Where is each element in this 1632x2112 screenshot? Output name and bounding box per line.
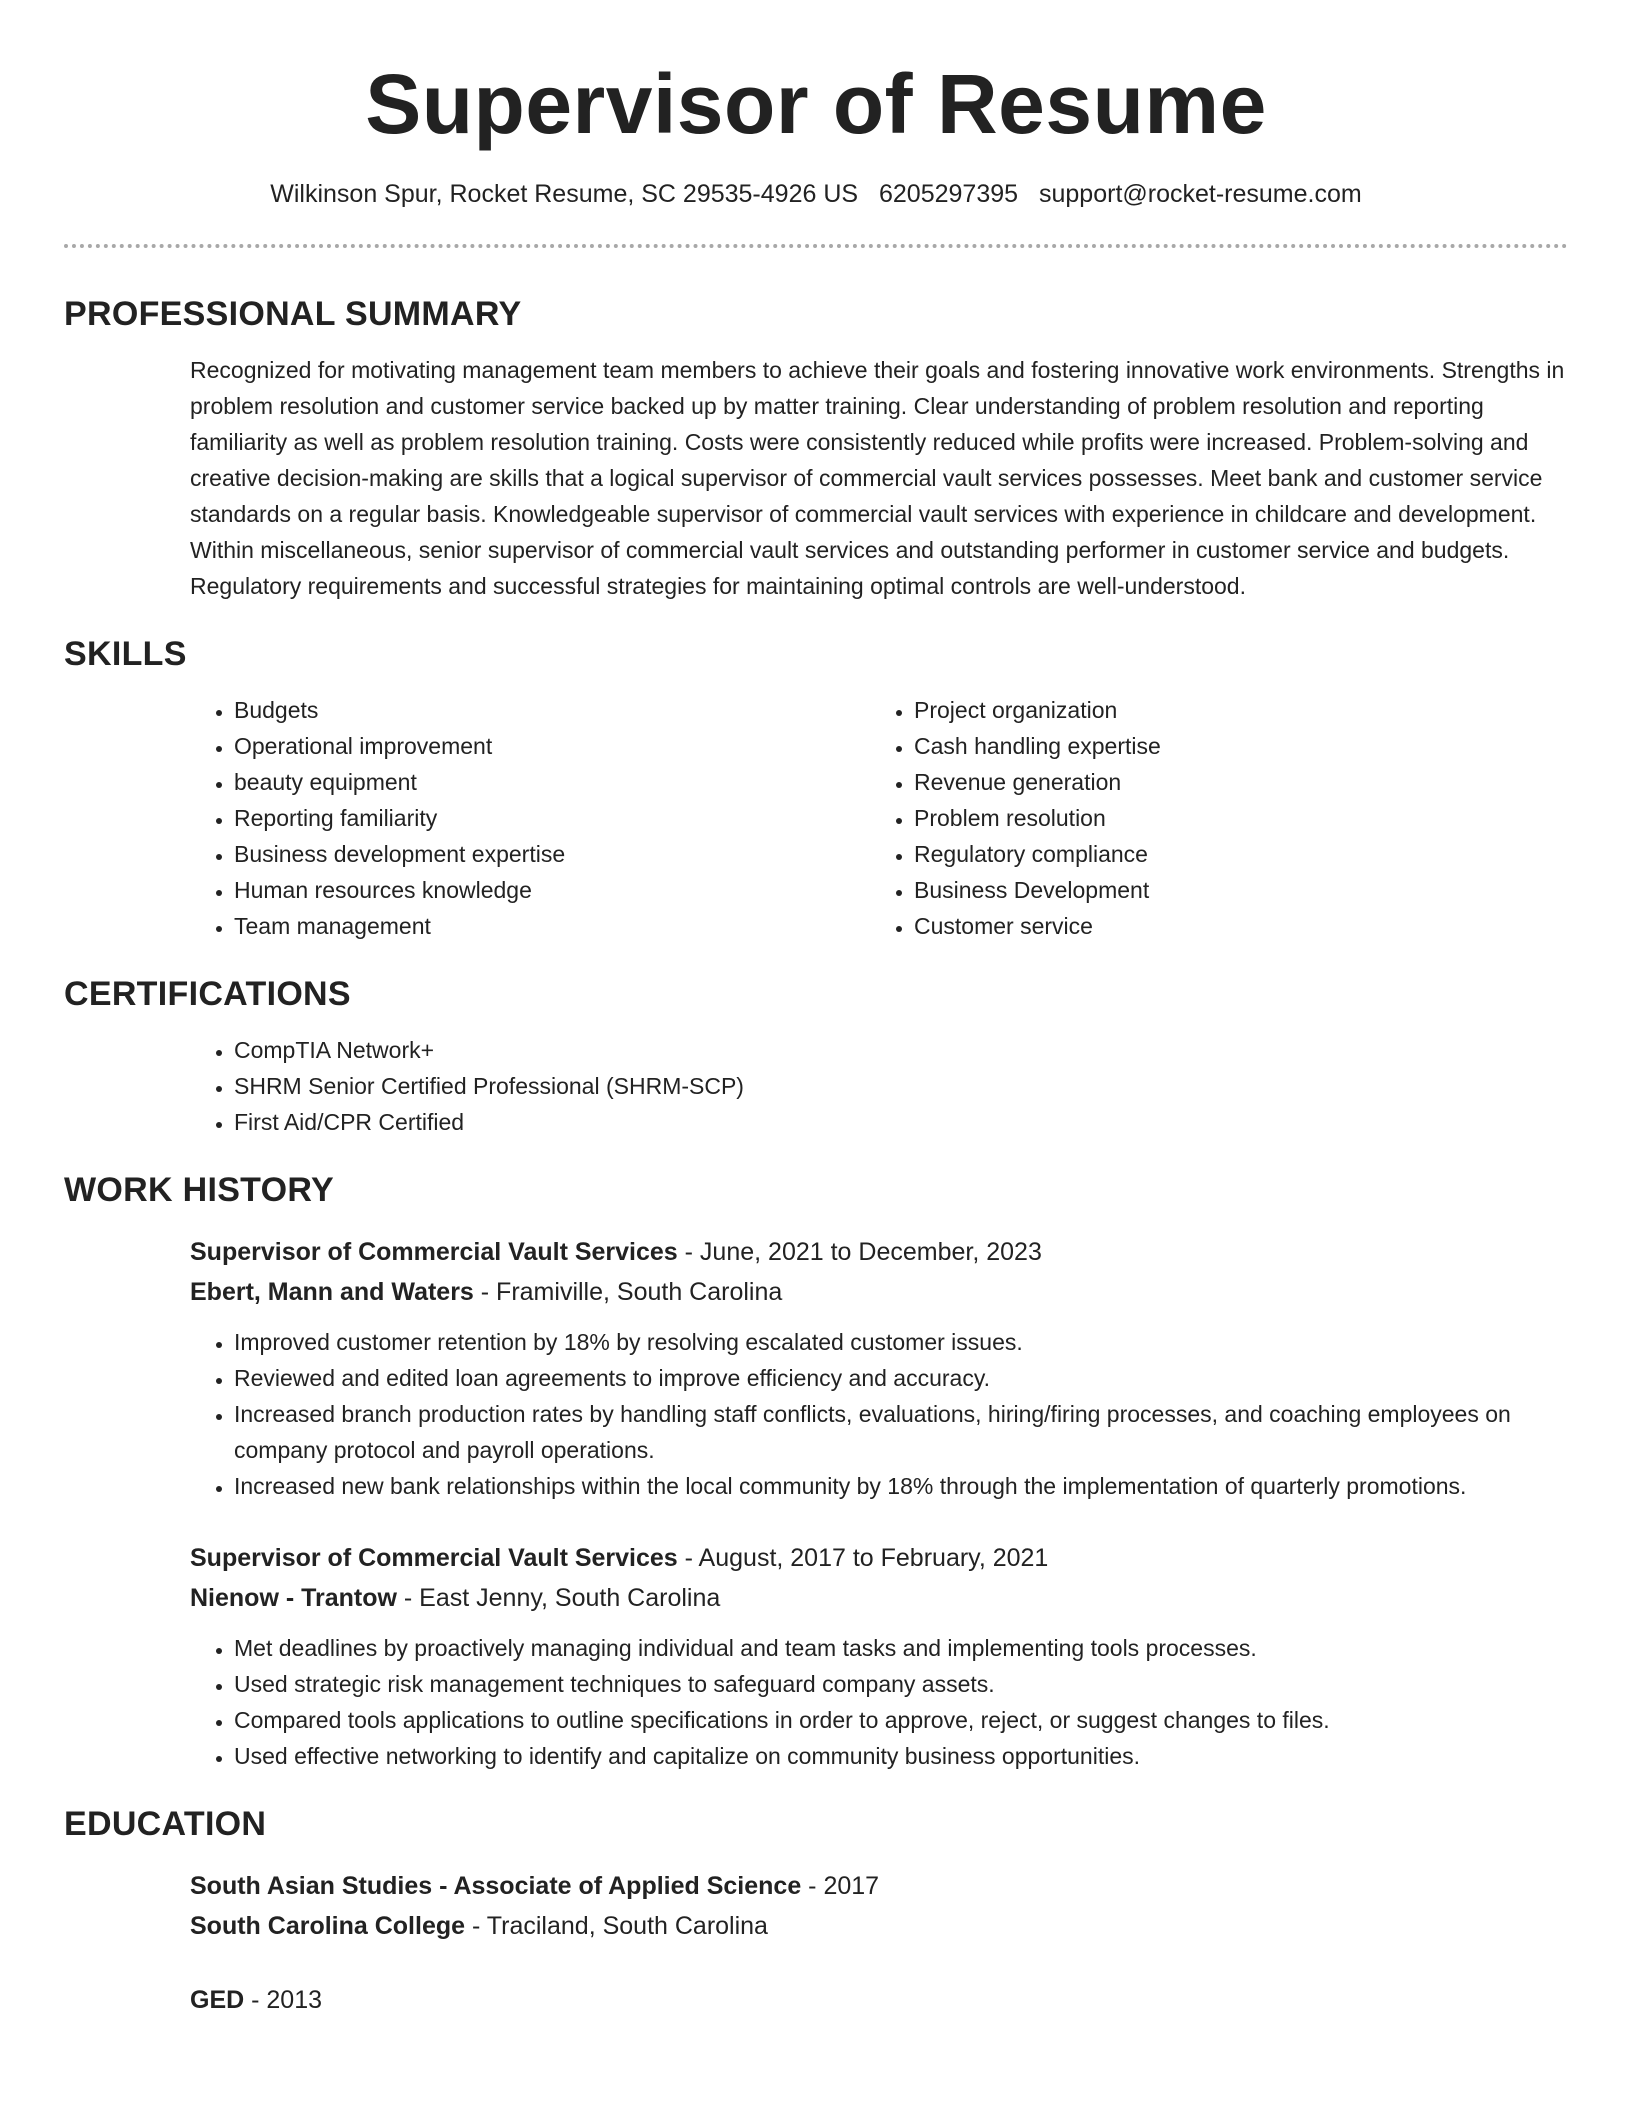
certification-item: • SHRM Senior Certified Professional (SHRM-SCP)	[234, 1068, 1568, 1104]
job-entry	[190, 1232, 1568, 1504]
job-bullet: • Increased new bank relationships within the local community by 18% through the implementation of quarterly promotions.	[234, 1468, 1568, 1504]
contact-phone: 6205297395	[879, 180, 1019, 208]
contact-email[interactable]: support@rocket-resume.com	[1039, 180, 1362, 208]
education-degree-line	[190, 1866, 1568, 1906]
education-year: - 2017	[801, 1872, 880, 1900]
job-bullets	[190, 1324, 1568, 1504]
skill-item: • Business development expertise	[234, 836, 870, 872]
job-location: - East Jenny, South Carolina	[396, 1584, 721, 1612]
skills-heading: SKILLS	[64, 635, 187, 673]
job-company-line	[190, 1578, 1568, 1618]
job-entry	[190, 1538, 1568, 1774]
skills-list-right	[870, 692, 1550, 944]
education-year: - 2013	[244, 1986, 323, 2014]
education-entry	[190, 1980, 1568, 2020]
certification-item: • First Aid/CPR Certified	[234, 1104, 1568, 1140]
job-company: Ebert, Mann and Waters	[190, 1278, 474, 1306]
contact-line	[64, 178, 1568, 210]
certification-item: • CompTIA Network+	[234, 1032, 1568, 1068]
job-dates: - June, 2021 to December, 2023	[677, 1238, 1042, 1266]
job-company: Nienow - Trantow	[190, 1584, 397, 1612]
job-bullet: • Used effective networking to identify and capitalize on community business opportunities.	[234, 1738, 1568, 1774]
job-dates: - August, 2017 to February, 2021	[677, 1544, 1049, 1572]
job-bullet: • Increased branch production rates by handling staff conflicts, evaluations, hiring/firing processes, and coaching employees on company protocol and payroll operations.	[234, 1396, 1568, 1468]
skills-list-left	[190, 692, 870, 944]
job-location: - Framiville, South Carolina	[473, 1278, 783, 1306]
job-role: Supervisor of Commercial Vault Services	[190, 1544, 678, 1572]
skill-item: • Human resources knowledge	[234, 872, 870, 908]
skill-item: • beauty equipment	[234, 764, 870, 800]
candidate-name: Supervisor of Resume	[365, 57, 1267, 151]
skill-item: • Budgets	[234, 692, 870, 728]
certifications-section	[190, 1032, 1568, 1140]
job-bullets	[190, 1630, 1568, 1774]
job-title-line	[190, 1538, 1568, 1578]
skill-item: • Problem resolution	[914, 800, 1550, 836]
education-school-line	[190, 1906, 1568, 1946]
header-divider	[64, 244, 1568, 248]
resume-header	[64, 0, 1568, 210]
skill-item: • Customer service	[914, 908, 1550, 944]
education-section	[190, 1866, 1568, 2020]
education-heading: EDUCATION	[64, 1805, 267, 1843]
education-degree: GED	[190, 1986, 245, 2014]
skill-item: • Regulatory compliance	[914, 836, 1550, 872]
summary-heading: PROFESSIONAL SUMMARY	[64, 295, 522, 333]
job-title-line	[190, 1232, 1568, 1272]
education-entry	[190, 1866, 1568, 1946]
skill-item: • Team management	[234, 908, 870, 944]
contact-address: Wilkinson Spur, Rocket Resume, SC 29535-4926 US	[270, 180, 859, 208]
summary-text: Recognized for motivating management team members to achieve their goals and fostering innovative work environments. Strengths in problem resolution and customer service backed up by matter training. Clear understanding of problem resolution and reporting familiarity as well as problem resolution training. Costs were consistently reduced while profits were increased. Problem-solving and creative decision-making are skills that a logical supervisor of commercial vault services possesses. Meet bank and customer service standards on a regular basis. Knowledgeable supervisor of commercial vault services with experience in childcare and development. Within miscellaneous, senior supervisor of commercial vault services and outstanding performer in customer service and budgets. Regulatory requirements and successful strategies for maintaining optimal controls are well-understood.	[190, 357, 1565, 599]
job-bullet: • Used strategic risk management techniques to safeguard company assets.	[234, 1666, 1568, 1702]
skill-item: • Revenue generation	[914, 764, 1550, 800]
job-company-line	[190, 1272, 1568, 1312]
job-role: Supervisor of Commercial Vault Services	[190, 1238, 678, 1266]
skill-item: • Reporting familiarity	[234, 800, 870, 836]
work-history-section	[190, 1232, 1568, 1774]
certifications-heading: CERTIFICATIONS	[64, 975, 351, 1013]
skill-item: • Cash handling expertise	[914, 728, 1550, 764]
job-bullet: • Met deadlines by proactively managing individual and team tasks and implementing tools processes.	[234, 1630, 1568, 1666]
skill-item: • Business Development	[914, 872, 1550, 908]
education-location: - Traciland, South Carolina	[465, 1912, 768, 1940]
job-bullet: • Improved customer retention by 18% by resolving escalated customer issues.	[234, 1324, 1568, 1360]
skills-columns	[190, 692, 1568, 944]
job-bullet: • Reviewed and edited loan agreements to improve efficiency and accuracy.	[234, 1360, 1568, 1396]
work-history-heading: WORK HISTORY	[64, 1171, 334, 1209]
education-degree-line	[190, 1980, 1568, 2020]
education-degree: South Asian Studies - Associate of Applied Science	[190, 1872, 802, 1900]
skill-item: • Operational improvement	[234, 728, 870, 764]
certifications-list	[190, 1032, 1568, 1140]
education-school: South Carolina College	[190, 1912, 466, 1940]
skill-item: • Project organization	[914, 692, 1550, 728]
job-bullet: • Compared tools applications to outline specifications in order to approve, reject, or suggest changes to files.	[234, 1702, 1568, 1738]
